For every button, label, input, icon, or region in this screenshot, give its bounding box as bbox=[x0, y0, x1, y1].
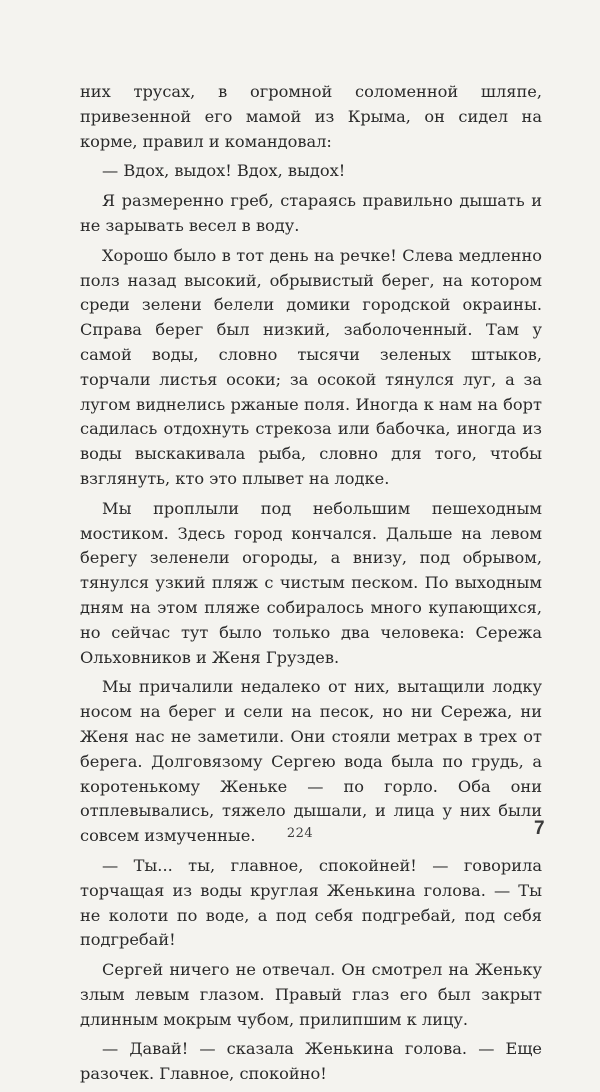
paragraph-5: Мы проплыли под небольшим пешеходным мостиком. Здесь город кончался. Дальше на левом берегу зеленели огороды, а внизу, под обрывом, тянулся узкий пляж с чистым песком. По выходным дням на этом пляже собиралось много купающихся, но сейчас тут было только два человека: Сережа Ольховников и Женя Груздев. bbox=[80, 498, 542, 667]
paragraph-1: них трусах, в огромной соломенной шляпе, привезенной его мамой из Крыма, он сидел на корме, правил и командовал: bbox=[80, 82, 542, 151]
page-text bbox=[80, 80, 542, 1092]
signature-mark: 7 bbox=[534, 818, 545, 839]
paragraph-7: — Ты... ты, главное, спокойней! — говорила торчащая из воды круглая Женькина голова. — Ты не колоти по воде, а под себя подгребай, под себя подгребай! bbox=[80, 855, 542, 950]
paragraph-9: — Давай! — сказала Женькина голова. — Еще разочек. Главное, спокойно! bbox=[80, 1039, 542, 1084]
paragraph-3: Я размеренно греб, стараясь правильно дышать и не зарывать весел в воду. bbox=[80, 191, 542, 235]
page-number: 224 bbox=[286, 826, 314, 841]
paragraph-6: Мы причалили недалеко от них, вытащили лодку носом на берег и сели на песок, но ни Сережа, ни Женя нас не заметили. Они стояли метрах в трех от берега. Долговязому Сергею вода была по грудь, а коротенькому Женьке — по горло. Оба они отплевывались, тяжело дышали, и лица у них были совсем измученные. bbox=[80, 677, 542, 846]
paragraph-2: — Вдох, выдох! Вдох, выдох! bbox=[102, 161, 346, 181]
paragraph-8: Сергей ничего не отвечал. Он смотрел на Женьку злым левым глазом. Правый глаз его был закрыт длинным мокрым чубом, прилипшим к лицу. bbox=[80, 960, 542, 1029]
paragraph-4: Хорошо было в тот день на речке! Слева медленно полз назад высокий, обрывистый берег, на котором среди зелени белели домики городской окраины. Справа берег был низкий, заболоченный. Там у самой воды, словно тысячи зеленых штыков, торчали листья осоки; за осокой тянулся луг, а за лугом виднелись ржаные поля. Иногда к нам на борт садилась отдохнуть стрекоза или бабочка, иногда из воды выскакивала рыба, словно для того, чтобы взглянуть, кто это плывет на лодке. bbox=[80, 245, 542, 488]
